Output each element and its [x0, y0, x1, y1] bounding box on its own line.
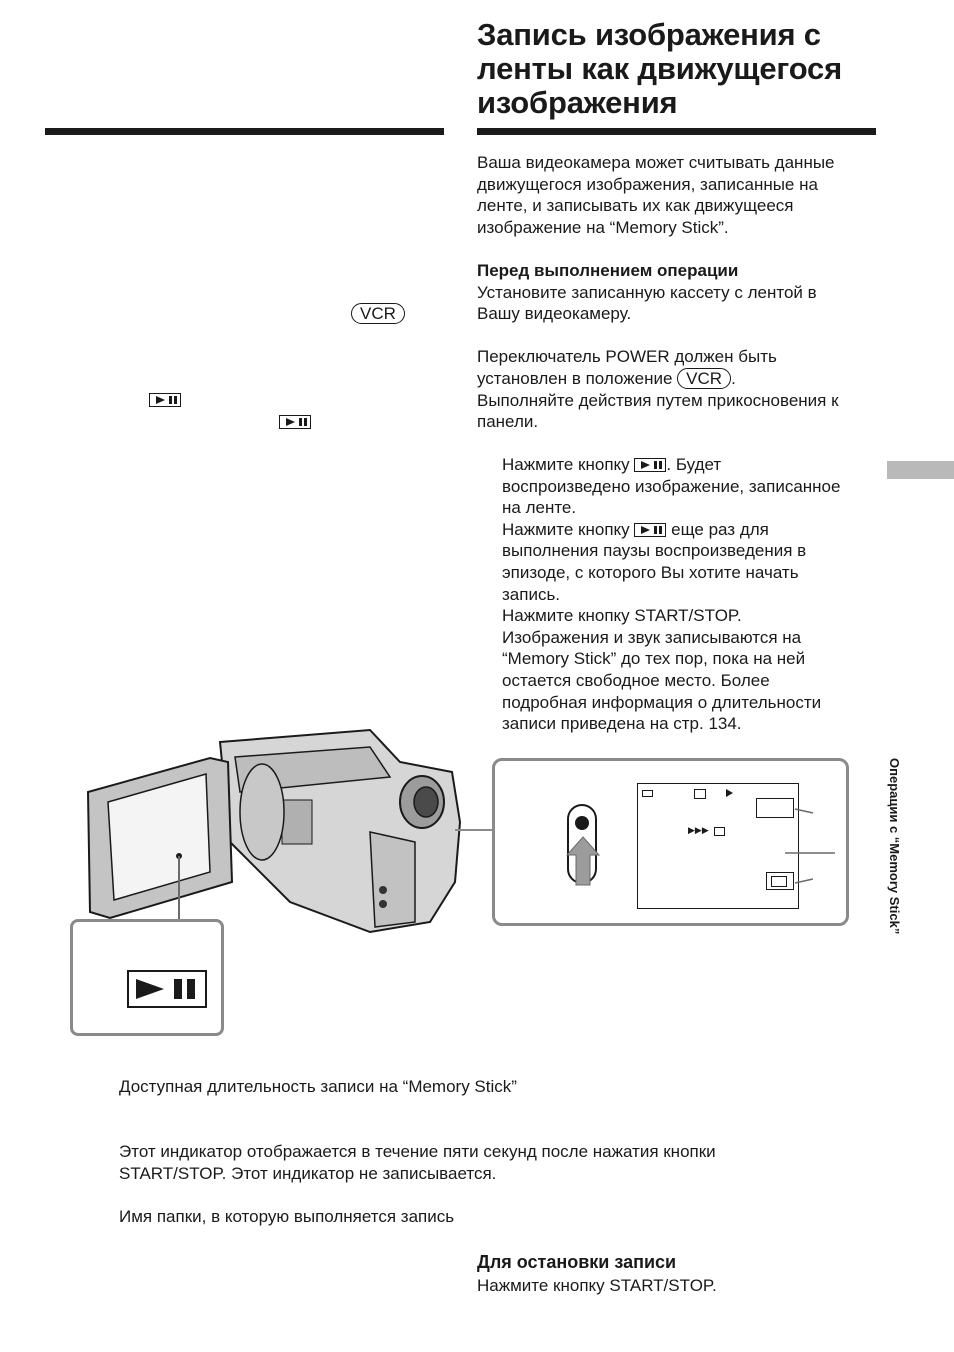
- play-indicator-icon: [726, 789, 733, 797]
- note-indicator: Этот индикатор отображается в течение пяти секунд после нажатия кнопки START/STOP. Этот индикатор не записывается.: [119, 1142, 716, 1183]
- tape-icon: [694, 789, 706, 799]
- callout-connector: [455, 820, 495, 840]
- battery-icon: [642, 790, 653, 797]
- title-rule: [477, 128, 876, 135]
- press-arrow-icon: [565, 835, 601, 887]
- play-pause-icon: [634, 523, 666, 537]
- before-operation-heading: Перед выполнением операции: [477, 261, 739, 280]
- steps-list: Нажмите кнопку . Будет воспроизведено изображение, записанное на ленте. Нажмите кнопку еще раз для выполнения паузы воспроизведения в эпизоде, с которого Вы хотите начать запись. Нажмите кнопку START/STOP. Изображения и звук записываются на “Memory Stick” до тех пор, пока на ней остается свободное место. Более подробная информация о длительности записи приведена на стр. 134.: [502, 455, 841, 734]
- stop-recording-heading: Для остановки записи: [477, 1252, 677, 1272]
- intro-paragraph: Ваша видеокамера может считывать данные движущегося изображения, записанные на ленте, и записывать их как движущееся изображение на “Memory Stick”.: [477, 153, 835, 237]
- section-tab-marker: [887, 461, 954, 479]
- vcr-mode-icon-left: VCR: [351, 303, 405, 324]
- before-operation-section: Перед выполнением операции Установите записанную кассету с лентой в Вашу видеокамеру. Переключатель POWER должен быть установлен в положение VCR . Выполняйте действия путем прикосновения к панели.: [477, 260, 887, 433]
- play-pause-icon-left-2: [279, 415, 311, 429]
- indicator-leader-lines: [785, 791, 845, 891]
- play-pause-button-enlarged: [127, 970, 207, 1008]
- viewfinder-screen: [637, 783, 799, 909]
- left-column-rule: [45, 128, 444, 135]
- stop-recording-text: Нажмите кнопку START/STOP.: [477, 1276, 717, 1295]
- play-pause-callout: [70, 919, 224, 1036]
- start-stop-callout: [492, 758, 849, 926]
- section-side-label: Операции с “Memory Stick”: [887, 758, 902, 935]
- play-pause-icon: [634, 458, 666, 472]
- note-available-time: Доступная длительность записи на “Memory Stick”: [119, 1077, 517, 1096]
- page-title: Запись изображения с ленты как движущегося изображения: [477, 17, 842, 120]
- memory-stick-icon: [714, 827, 725, 836]
- recording-arrows-icon: ▶▶▶: [688, 826, 709, 836]
- note-folder-name: Имя папки, в которую выполняется запись: [119, 1207, 455, 1226]
- vcr-mode-icon: VCR: [677, 368, 731, 389]
- play-pause-icon-left-1: [149, 393, 181, 407]
